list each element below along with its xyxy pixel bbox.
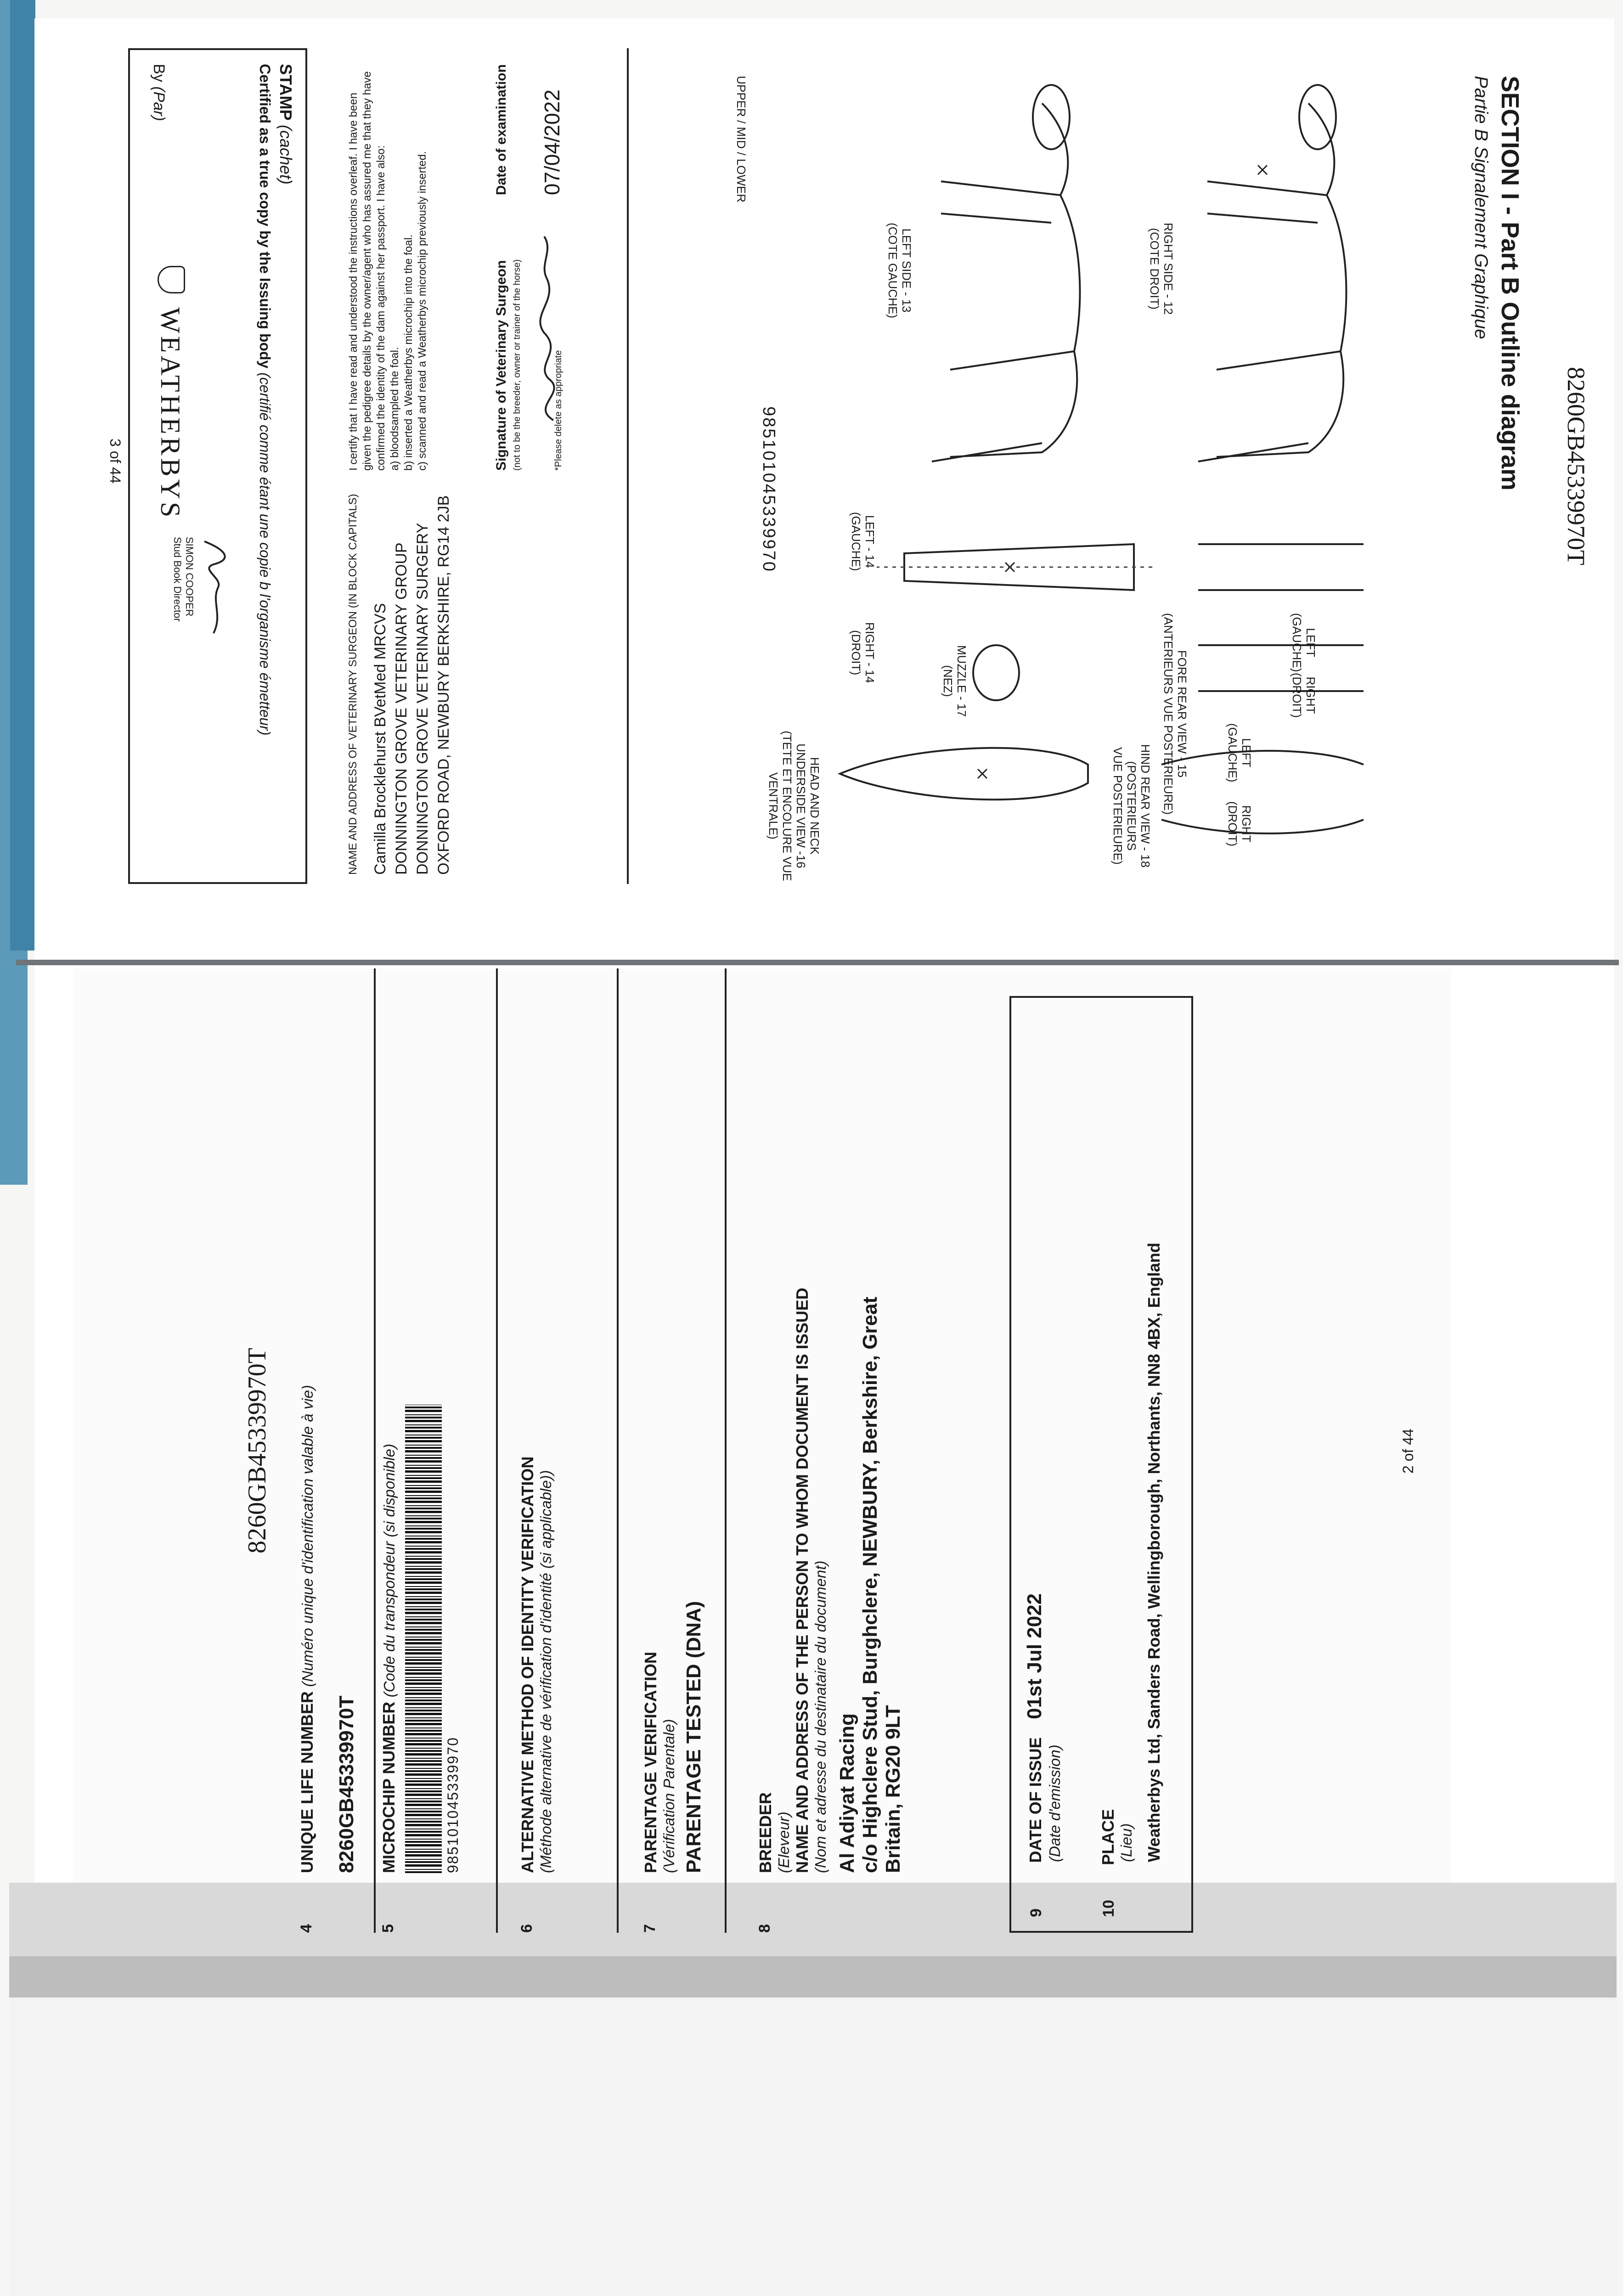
hind-left-label: LEFT (GAUCHE) [1226,723,1253,782]
horse-outline-diagram [629,48,1455,884]
breeder-name: Al Adiyat Racing [836,1713,858,1873]
section-label-fr: (Lieu) [1118,1823,1135,1862]
section-label: BREEDER [756,1792,775,1873]
page-number: 3 of 44 [107,439,124,484]
section-number: 6 [518,1924,535,1933]
vet-name-label: NAME AND ADDRESS OF VETERINARY SURGEON (IN BLOCK CAPITALS) [347,494,359,875]
hind-right-label: RIGHT (DROIT) [1226,801,1253,847]
divider [725,968,727,1933]
section-label-2-fr: (Nom et adresse du destinataire du document) [812,1560,829,1873]
section-subtitle: Partie B Signalement Graphique [1471,76,1491,339]
left-14-label: LEFT - 14 (GAUCHE) [849,512,877,571]
parentage-value: PARENTAGE TESTED (DNA) [682,1601,705,1873]
right-14-label: RIGHT - 14 (DROIT) [849,622,877,683]
left-side-label: LEFT SIDE - 13 (COTE GAUCHE) [886,223,913,318]
right-side-head [1299,85,1336,149]
muzzle-outline [973,645,1019,700]
marking-cross [1258,165,1267,174]
signature-note: (not to be the breeder, owner or trainer of the horse) [512,259,522,471]
vet-certification [342,48,629,884]
section-number: 10 [1100,1900,1117,1917]
page-3 [101,48,1593,884]
vet-signature [526,232,572,425]
weatherbys-logo: WEATHERBYS [155,307,186,520]
section-number: 9 [1027,1908,1045,1917]
microchip-number-value: 985101045339970 [445,1737,461,1873]
stamp-box [128,48,307,884]
vet-name-address: Camilla Brocklehurst BVetMed MRCVS DONNINGTON GROVE VETERINARY GROUP DONNINGTON GROVE VETERINARY SURGERY OXFORD ROAD, NEWBURY BERKSHIRE, RG14 2JB [372,495,452,875]
stamp-label: STAMP (cachet) [276,64,295,185]
section-label-fr: (Eleveur) [775,1812,792,1873]
head-neck-label: HEAD AND NECK UNDERSIDE VIEW -16 (TETE ET ENCOLURE VUE VENTRALE) [766,731,822,881]
page-header-id: 8260GB45339970T [243,1348,271,1553]
section-title: SECTION I - Part B Outline diagram [1496,76,1524,491]
breeder-address-line2: Britain, RG20 9LT [882,1705,904,1873]
section-10-place [1099,1017,1164,1917]
section-number: 5 [379,1924,397,1933]
issuer-signature [195,537,237,638]
stamp-by: By (Par) [150,64,168,121]
section-label: MICROCHIP NUMBER [379,1701,398,1873]
section-label-fr: (Code du transpondeur (si disponible) [381,1444,398,1698]
page-header-id: 8260GB45339970T [1562,367,1590,565]
section-label: ALTERNATIVE METHOD OF IDENTITY VERIFICATION [518,1456,537,1873]
left-side-horse-outline [932,103,1080,461]
fore-right-label: RIGHT (DROIT) [1290,673,1318,718]
section-number: 7 [641,1924,659,1933]
divider [617,968,619,1933]
signature-label: Signature of Veterinary Surgeon [494,260,509,471]
signer-block: SIMON COOPER Stud Book Director [172,537,195,622]
section-label-2: NAME AND ADDRESS OF THE PERSON TO WHOM DOCUMENT IS ISSUED [793,1288,812,1873]
section-label: DATE OF ISSUE [1026,1737,1045,1863]
section-label: UNIQUE LIFE NUMBER [298,1691,316,1873]
section-number: 4 [298,1924,315,1933]
section-label: PLACE [1099,1809,1117,1865]
date-of-examination-label: Date of examination [494,64,509,195]
hind-rear-view-label: HIND REAR VIEW - 18 (POSTERIEURS VUE POSTERIEURE) [1111,744,1152,868]
section-9-date-of-issue [1023,1017,1064,1917]
divider [496,968,498,1933]
date-of-issue-value: 01st Jul 2022 [1023,1593,1046,1719]
section-label-fr: (Vérification Parentale) [660,1719,677,1873]
page-2 [233,968,1437,1933]
strike-note: *Please delete as appropriate [553,350,564,471]
muzzle-label: MUZZLE - 17 (NEZ) [941,645,969,717]
microchip-barcode [405,1405,442,1873]
date-of-examination-value: 07/04/2022 [540,89,564,195]
marking-cross [978,769,987,778]
rear-view-legs [1198,544,1364,691]
issue-box [1009,996,1193,1933]
right-side-horse-outline [1198,103,1346,461]
breeder-address-line1: c/o Highclere Stud, Burghclere, NEWBURY, Berkshire, Great [859,1296,881,1873]
fore-rear-view-label: FORE REAR VIEW - 15 (ANTERIEURS VUE POSTERIEURE) [1161,613,1189,815]
section-label-fr: (Numéro unique d'identification valable à vie) [299,1385,316,1687]
place-value: Weatherbys Ltd, Sanders Road, Wellingborough, Northants, NN8 4BX, England [1144,1243,1163,1862]
section-number: 8 [756,1924,773,1933]
fore-left-label: LEFT (GAUCHE) [1290,613,1318,672]
head-neck-underside-outline [840,748,1088,799]
unique-life-number-value: 8260GB45339970T [335,1695,358,1873]
vet-cert-text: I certify that I have read and understood the instructions overleaf. I have been given the pedigree details by the owner/agent who has assured me that they have confirmed the identity of the dam against her passport. I have also: a) bloodsampled the foal. b) inserted a Weatherbys microchip into the foal. c) scanned and read a Weatherbys microchip previously inserted. [347,71,428,471]
stamp-certified: Certified as a true copy by the Issuing body (certifié comme étant une copie b l'organisme émetteur) [257,64,273,736]
hind-rear-view-outline [1161,751,1364,833]
page-number: 2 of 44 [1400,1429,1416,1474]
left-side-head [1033,85,1070,149]
section-label-fr: (Méthode alternative de vérification d'identité (si applicable)) [537,1470,554,1873]
section-label-fr: (Date d'emission) [1046,1745,1063,1862]
neck-level-labels: UPPER / MID / LOWER [734,76,748,203]
divider [374,968,376,1933]
right-side-label: RIGHT SIDE - 12 (COTE DROIT) [1148,223,1175,315]
chip-barcode-number: 985101045339970 [759,406,778,573]
weatherbys-crest-icon [158,266,185,293]
section-label: PARENTAGE VERIFICATION [641,1651,660,1873]
